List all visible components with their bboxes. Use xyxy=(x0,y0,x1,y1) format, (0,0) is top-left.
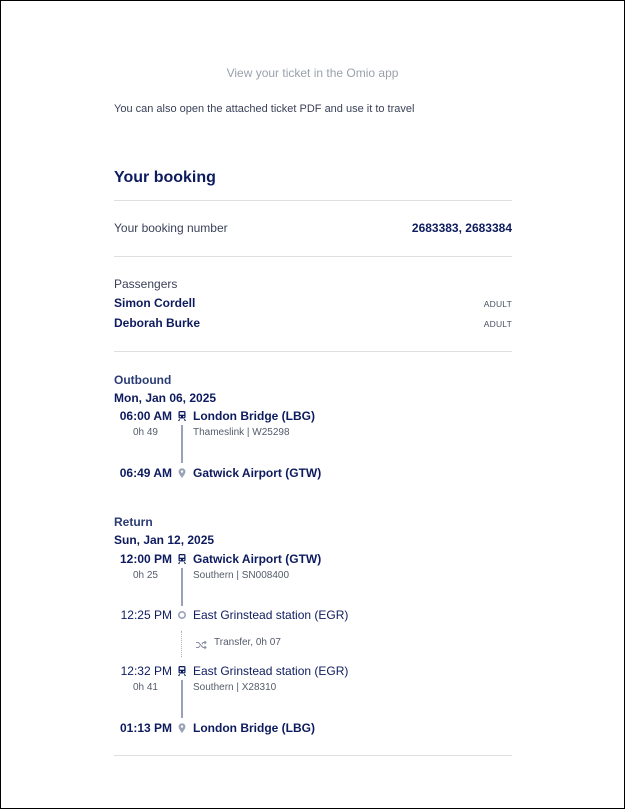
shuffle-icon xyxy=(195,638,207,650)
departure-station: Gatwick Airport (GTW) xyxy=(193,552,322,566)
passenger-type: ADULT xyxy=(483,319,512,329)
leg-duration: 0h 49 xyxy=(132,427,158,438)
station-circle-icon xyxy=(176,609,188,621)
departure-time: 12:00 PM xyxy=(119,552,172,566)
timeline-line xyxy=(181,680,183,718)
departure-station: London Bridge (LBG) xyxy=(193,409,315,423)
arrival-time: 01:13 PM xyxy=(119,721,172,735)
outbound-date: Mon, Jan 06, 2025 xyxy=(114,391,217,405)
arrival-station: Gatwick Airport (GTW) xyxy=(193,466,322,480)
booking-number-value: 2683383, 2683384 xyxy=(411,221,512,235)
location-pin-icon xyxy=(176,722,188,734)
arrival-station: London Bridge (LBG) xyxy=(193,721,315,735)
divider xyxy=(114,755,512,756)
service-info: Southern | SN008400 xyxy=(193,570,290,581)
transfer-dotted-line xyxy=(181,631,182,657)
location-pin-icon xyxy=(176,467,188,479)
passenger-type: ADULT xyxy=(483,299,512,309)
transfer-info: Transfer, 0h 07 xyxy=(214,637,281,648)
return-title: Return xyxy=(114,515,153,529)
return-date: Sun, Jan 12, 2025 xyxy=(114,533,215,547)
passengers-label: Passengers xyxy=(114,277,178,291)
booking-number-label: Your booking number xyxy=(114,221,228,235)
passenger-name: Simon Cordell xyxy=(114,296,196,310)
departure-station: East Grinstead station (EGR) xyxy=(193,664,349,678)
divider xyxy=(114,351,512,352)
pdf-note: You can also open the attached ticket PDF and use it to travel xyxy=(114,103,415,115)
arrival-station: East Grinstead station (EGR) xyxy=(193,608,349,622)
arrival-time: 12:25 PM xyxy=(120,608,172,622)
timeline-line xyxy=(181,425,183,463)
train-icon xyxy=(176,665,188,677)
arrival-time: 06:49 AM xyxy=(119,466,172,480)
outbound-title: Outbound xyxy=(114,373,172,387)
booking-heading: Your booking xyxy=(114,169,216,186)
divider xyxy=(114,256,512,257)
departure-time: 06:00 AM xyxy=(119,409,172,423)
passenger-name: Deborah Burke xyxy=(114,316,201,330)
leg-duration: 0h 41 xyxy=(132,682,158,693)
departure-time: 12:32 PM xyxy=(120,664,172,678)
train-icon xyxy=(176,553,188,565)
timeline-line xyxy=(181,568,183,606)
service-info: Thameslink | W25298 xyxy=(193,427,290,438)
service-info: Southern | X28310 xyxy=(193,682,277,693)
leg-duration: 0h 25 xyxy=(132,570,158,581)
divider xyxy=(114,200,512,201)
train-icon xyxy=(176,410,188,422)
open-app-link[interactable]: View your ticket in the Omio app xyxy=(226,66,399,80)
